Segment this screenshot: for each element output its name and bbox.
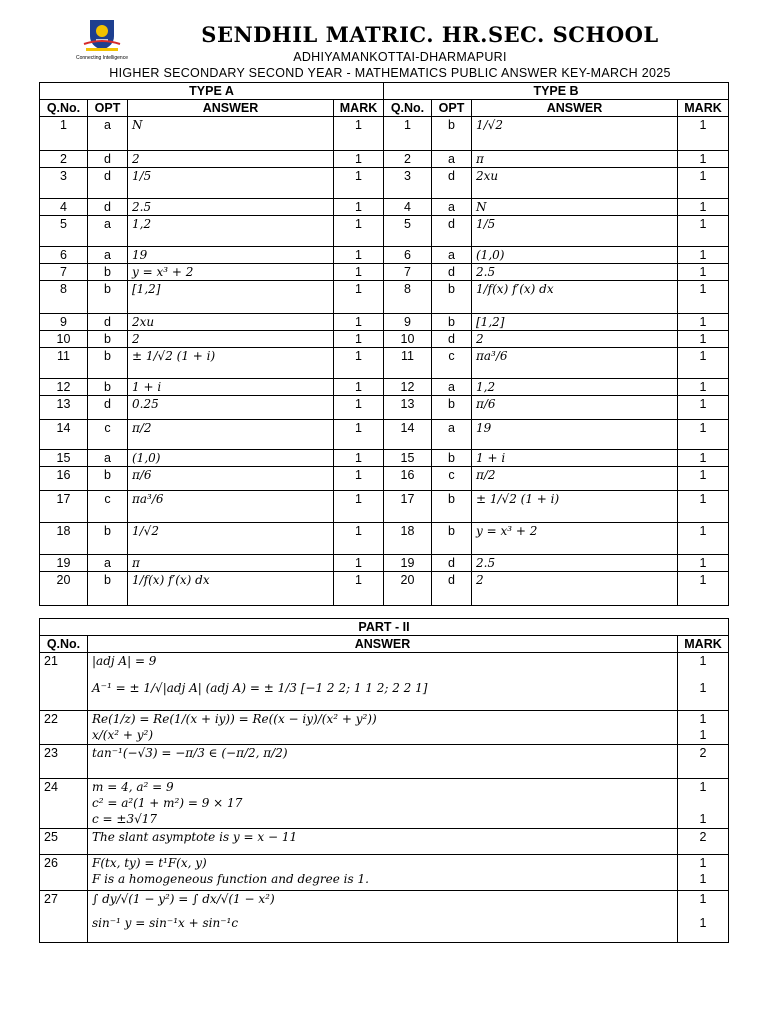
type-b-qno-cell: 11 xyxy=(384,348,432,379)
mark-value: 2 xyxy=(699,830,707,844)
type-b-option-cell: d xyxy=(432,264,472,281)
type-b-mark-cell: 1 xyxy=(678,168,729,199)
type-b-qno-cell: 3 xyxy=(384,168,432,199)
mark-value: 1 xyxy=(699,728,707,742)
type-a-qno-cell: 19 xyxy=(40,555,88,572)
type-b-mark-cell: 1 xyxy=(678,117,729,151)
type-a-answer-cell: 19 xyxy=(128,247,334,264)
type-b-qno-cell: 15 xyxy=(384,450,432,467)
table-row xyxy=(40,396,729,420)
table-row xyxy=(40,117,729,151)
type-a-mark-cell: 1 xyxy=(334,491,384,523)
type-b-option-cell: b xyxy=(432,491,472,523)
type-a-option-cell: b xyxy=(88,348,128,379)
type-b-mark-cell: 1 xyxy=(678,247,729,264)
table-row xyxy=(40,891,729,943)
type-a-answer-cell: 2 xyxy=(128,151,334,168)
table-row xyxy=(40,467,729,491)
type-a-mark-cell: 1 xyxy=(334,151,384,168)
type-a-mark-cell: 1 xyxy=(334,467,384,491)
type-b-qno-cell: 5 xyxy=(384,216,432,247)
type-b-answer-cell: 1/f(x) f′(x) dx xyxy=(472,281,678,314)
type-a-mark-cell: 1 xyxy=(334,379,384,396)
table-row xyxy=(40,711,729,745)
type-a-qno-cell: 18 xyxy=(40,523,88,555)
col-answer: ANSWER xyxy=(472,100,678,117)
type-a-mark-cell: 1 xyxy=(334,396,384,420)
answer-cell xyxy=(88,829,678,855)
type-a-answer-cell: [1,2] xyxy=(128,281,334,314)
table-row xyxy=(40,247,729,264)
type-a-qno-cell: 1 xyxy=(40,117,88,151)
answer-line: F is a homogeneous function and degree is 1. xyxy=(92,872,369,886)
type-b-option-cell: b xyxy=(432,281,472,314)
answer-cell xyxy=(88,745,678,779)
type-a-option-cell: d xyxy=(88,168,128,199)
mark-value xyxy=(682,795,724,811)
type-a-qno-cell: 13 xyxy=(40,396,88,420)
table-row xyxy=(40,168,729,199)
col-answer: ANSWER xyxy=(88,636,678,653)
type-a-option-cell: d xyxy=(88,151,128,168)
type-a-answer-cell: 1/f(x) f′(x) dx xyxy=(128,572,334,606)
type-a-answer-cell: 2xu xyxy=(128,314,334,331)
type-b-qno-cell: 19 xyxy=(384,555,432,572)
mark-value: 1 xyxy=(699,892,707,906)
type-b-answer-cell: N xyxy=(472,199,678,216)
type-b-mark-cell: 1 xyxy=(678,572,729,606)
school-place: ADHIYAMANKOTTAI-DHARMAPURI xyxy=(293,50,507,64)
question-number-cell: 24 xyxy=(40,779,88,829)
mark-value: 1 xyxy=(699,916,707,930)
table-row xyxy=(40,555,729,572)
type-b-option-cell: b xyxy=(432,117,472,151)
type-b-answer-cell: 19 xyxy=(472,420,678,450)
type-a-mark-cell: 1 xyxy=(334,117,384,151)
table-row xyxy=(40,653,729,711)
type-a-option-cell: b xyxy=(88,331,128,348)
type-a-option-cell: b xyxy=(88,264,128,281)
answer-line: Re(1/z) = Re(1/(x + iy)) = Re((x − iy)/(x² + y²)) xyxy=(92,712,377,726)
type-b-mark-cell: 1 xyxy=(678,348,729,379)
type-a-qno-cell: 9 xyxy=(40,314,88,331)
type-b-option-cell: d xyxy=(432,331,472,348)
col-mark: MARK xyxy=(678,636,729,653)
table-row xyxy=(40,779,729,829)
type-a-mark-cell: 1 xyxy=(334,264,384,281)
type-a-qno-cell: 16 xyxy=(40,467,88,491)
type-b-qno-cell: 14 xyxy=(384,420,432,450)
type-a-answer-cell: π/2 xyxy=(128,420,334,450)
type-b-qno-cell: 8 xyxy=(384,281,432,314)
table-row xyxy=(40,450,729,467)
type-b-answer-cell: πa³/6 xyxy=(472,348,678,379)
answer-cell xyxy=(88,653,678,711)
type-a-answer-cell: 0.25 xyxy=(128,396,334,420)
type-b-mark-cell: 1 xyxy=(678,420,729,450)
type-a-answer-cell: N xyxy=(128,117,334,151)
mark-cell xyxy=(678,829,729,855)
type-a-answer-cell: 1/5 xyxy=(128,168,334,199)
type-a-option-cell: a xyxy=(88,555,128,572)
type-b-answer-cell: 1 + i xyxy=(472,450,678,467)
type-b-answer-cell: ± 1/√2 (1 + i) xyxy=(472,491,678,523)
type-a-answer-cell: π/6 xyxy=(128,467,334,491)
mark-cell xyxy=(678,745,729,779)
type-a-mark-cell: 1 xyxy=(334,420,384,450)
answer-cell xyxy=(88,855,678,891)
type-b-answer-cell: (1,0) xyxy=(472,247,678,264)
mark-value: 1 xyxy=(699,654,707,668)
table-row xyxy=(40,216,729,247)
logo-tagline: Connecting Intelligence xyxy=(76,55,128,61)
type-a-option-cell: a xyxy=(88,117,128,151)
question-number-cell: 27 xyxy=(40,891,88,943)
type-b-answer-cell: π/6 xyxy=(472,396,678,420)
type-b-option-cell: c xyxy=(432,348,472,379)
type-a-qno-cell: 15 xyxy=(40,450,88,467)
mark-cell xyxy=(678,779,729,829)
type-a-option-cell: d xyxy=(88,314,128,331)
type-a-qno-cell: 6 xyxy=(40,247,88,264)
header xyxy=(0,0,768,82)
type-b-mark-cell: 1 xyxy=(678,151,729,168)
col-qno: Q.No. xyxy=(384,100,432,117)
type-a-mark-cell: 1 xyxy=(334,314,384,331)
type-a-mark-cell: 1 xyxy=(334,523,384,555)
type-a-mark-cell: 1 xyxy=(334,281,384,314)
type-b-option-cell: b xyxy=(432,523,472,555)
type-a-answer-cell: 1 + i xyxy=(128,379,334,396)
table-row xyxy=(40,829,729,855)
type-a-answer-cell: y = x³ + 2 xyxy=(128,264,334,281)
col-answer: ANSWER xyxy=(128,100,334,117)
question-number-cell: 22 xyxy=(40,711,88,745)
type-b-mark-cell: 1 xyxy=(678,467,729,491)
type-b-mark-cell: 1 xyxy=(678,216,729,247)
type-a-answer-cell: (1,0) xyxy=(128,450,334,467)
table-row xyxy=(40,264,729,281)
answer-cell xyxy=(88,779,678,829)
type-b-mark-cell: 1 xyxy=(678,491,729,523)
type-a-answer-cell: 1/√2 xyxy=(128,523,334,555)
type-b-mark-cell: 1 xyxy=(678,396,729,420)
table-row xyxy=(40,379,729,396)
type-a-qno-cell: 8 xyxy=(40,281,88,314)
type-b-qno-cell: 13 xyxy=(384,396,432,420)
type-b-option-cell: d xyxy=(432,168,472,199)
type-b-mark-cell: 1 xyxy=(678,331,729,348)
question-number-cell: 26 xyxy=(40,855,88,891)
question-number-cell: 21 xyxy=(40,653,88,711)
mark-cell xyxy=(678,855,729,891)
type-b-mark-cell: 1 xyxy=(678,314,729,331)
mark-cell xyxy=(678,653,729,711)
type-a-qno-cell: 11 xyxy=(40,348,88,379)
type-b-answer-cell: [1,2] xyxy=(472,314,678,331)
type-a-option-cell: a xyxy=(88,216,128,247)
type-a-mark-cell: 1 xyxy=(334,247,384,264)
type-b-qno-cell: 9 xyxy=(384,314,432,331)
type-b-qno-cell: 4 xyxy=(384,199,432,216)
table-row xyxy=(40,314,729,331)
type-b-qno-cell: 17 xyxy=(384,491,432,523)
answer-line: ∫ dy/√(1 − y²) = ∫ dx/√(1 − x²) xyxy=(92,892,275,906)
type-a-qno-cell: 4 xyxy=(40,199,88,216)
type-b-mark-cell: 1 xyxy=(678,523,729,555)
answer-line: A⁻¹ = ± 1/√|adj A| (adj A) = ± 1/3 [−1 2 2; 1 1 2; 2 2 1] xyxy=(92,681,428,695)
mark-value: 1 xyxy=(699,856,707,870)
type-b-option-cell: a xyxy=(432,151,472,168)
type-b-answer-cell: 2 xyxy=(472,572,678,606)
type-b-qno-cell: 20 xyxy=(384,572,432,606)
part1-table xyxy=(39,82,729,606)
part2-table xyxy=(39,618,729,943)
type-b-answer-cell: 2 xyxy=(472,331,678,348)
type-a-qno-cell: 14 xyxy=(40,420,88,450)
type-b-answer-cell: y = x³ + 2 xyxy=(472,523,678,555)
type-b-qno-cell: 2 xyxy=(384,151,432,168)
type-b-option-cell: a xyxy=(432,199,472,216)
exam-title: HIGHER SECONDARY SECOND YEAR - MATHEMATICS PUBLIC ANSWER KEY-MARCH 2025 xyxy=(109,66,671,80)
table-row xyxy=(40,855,729,891)
mark-value: 1 xyxy=(699,712,707,726)
type-b-qno-cell: 7 xyxy=(384,264,432,281)
type-a-answer-cell: 1,2 xyxy=(128,216,334,247)
type-b-option-cell: b xyxy=(432,314,472,331)
mark-value: 1 xyxy=(699,780,707,794)
type-b-answer-cell: 2.5 xyxy=(472,264,678,281)
mark-cell xyxy=(678,891,729,943)
type-b-answer-cell: 2xu xyxy=(472,168,678,199)
type-b-mark-cell: 1 xyxy=(678,199,729,216)
type-a-option-cell: a xyxy=(88,247,128,264)
col-qno: Q.No. xyxy=(40,636,88,653)
type-a-qno-cell: 2 xyxy=(40,151,88,168)
type-b-option-cell: c xyxy=(432,467,472,491)
type-a-qno-cell: 5 xyxy=(40,216,88,247)
type-a-qno-cell: 17 xyxy=(40,491,88,523)
table-row xyxy=(40,199,729,216)
type-a-answer-cell: ± 1/√2 (1 + i) xyxy=(128,348,334,379)
type-a-option-cell: b xyxy=(88,523,128,555)
col-mark: MARK xyxy=(678,100,729,117)
type-a-qno-cell: 3 xyxy=(40,168,88,199)
col-opt: OPT xyxy=(88,100,128,117)
table-row xyxy=(40,523,729,555)
answer-line: x/(x² + y²) xyxy=(92,728,154,742)
type-b-qno-cell: 12 xyxy=(384,379,432,396)
type-a-answer-cell: πa³/6 xyxy=(128,491,334,523)
type-a-mark-cell: 1 xyxy=(334,348,384,379)
table-row xyxy=(40,420,729,450)
mark-value: 1 xyxy=(699,872,707,886)
type-a-option-cell: d xyxy=(88,199,128,216)
type-b-mark-cell: 1 xyxy=(678,264,729,281)
type-b-qno-cell: 10 xyxy=(384,331,432,348)
type-b-option-cell: a xyxy=(432,420,472,450)
mark-value: 2 xyxy=(699,746,707,760)
type-a-answer-cell: π xyxy=(128,555,334,572)
type-b-option-cell: d xyxy=(432,555,472,572)
type-b-option-cell: a xyxy=(432,379,472,396)
answer-line: The slant asymptote is y = x − 11 xyxy=(92,830,298,844)
table-row xyxy=(40,281,729,314)
type-b-mark-cell: 1 xyxy=(678,281,729,314)
type-b-qno-cell: 16 xyxy=(384,467,432,491)
answer-line: c = ±3√17 xyxy=(92,812,158,826)
type-a-option-cell: c xyxy=(88,420,128,450)
answer-line: tan⁻¹(−√3) = −π/3 ∈ (−π/2, π/2) xyxy=(92,746,288,760)
answer-line: m = 4, a² = 9 xyxy=(92,780,174,794)
col-mark: MARK xyxy=(334,100,384,117)
type-b-option-cell: b xyxy=(432,396,472,420)
type-a-option-cell: a xyxy=(88,450,128,467)
mark-value: 1 xyxy=(699,681,707,695)
type-b-answer-cell: 1,2 xyxy=(472,379,678,396)
type-b-option-cell: d xyxy=(432,216,472,247)
type-a-option-cell: c xyxy=(88,491,128,523)
answer-line: F(tx, ty) = t¹F(x, y) xyxy=(92,856,207,870)
type-a-option-cell: b xyxy=(88,281,128,314)
answer-line: c² = a²(1 + m²) = 9 × 17 xyxy=(92,796,243,810)
question-number-cell: 25 xyxy=(40,829,88,855)
type-a-mark-cell: 1 xyxy=(334,199,384,216)
mark-value: 1 xyxy=(699,812,707,826)
table-row xyxy=(40,572,729,606)
type-b-answer-cell: π/2 xyxy=(472,467,678,491)
table-row xyxy=(40,331,729,348)
type-a-mark-cell: 1 xyxy=(334,331,384,348)
answer-line: sin⁻¹ y = sin⁻¹x + sin⁻¹c xyxy=(92,916,239,930)
table-row xyxy=(40,348,729,379)
type-a-mark-cell: 1 xyxy=(334,555,384,572)
school-logo xyxy=(82,14,122,54)
type-a-qno-cell: 12 xyxy=(40,379,88,396)
col-opt: OPT xyxy=(432,100,472,117)
type-a-header: TYPE A xyxy=(40,83,384,100)
type-b-answer-cell: 1/5 xyxy=(472,216,678,247)
type-a-mark-cell: 1 xyxy=(334,216,384,247)
type-b-option-cell: a xyxy=(432,247,472,264)
type-a-option-cell: d xyxy=(88,396,128,420)
type-a-qno-cell: 7 xyxy=(40,264,88,281)
answer-cell xyxy=(88,891,678,943)
type-a-answer-cell: 2.5 xyxy=(128,199,334,216)
type-a-qno-cell: 10 xyxy=(40,331,88,348)
type-a-qno-cell: 20 xyxy=(40,572,88,606)
type-b-qno-cell: 1 xyxy=(384,117,432,151)
table-row xyxy=(40,491,729,523)
type-a-mark-cell: 1 xyxy=(334,168,384,199)
table-row xyxy=(40,151,729,168)
question-number-cell: 23 xyxy=(40,745,88,779)
table-row xyxy=(40,745,729,779)
col-qno: Q.No. xyxy=(40,100,88,117)
type-b-mark-cell: 1 xyxy=(678,379,729,396)
part2-title: PART - II xyxy=(40,619,729,636)
type-b-qno-cell: 18 xyxy=(384,523,432,555)
type-a-option-cell: b xyxy=(88,572,128,606)
type-b-header: TYPE B xyxy=(384,83,729,100)
type-b-option-cell: d xyxy=(432,572,472,606)
answer-cell xyxy=(88,711,678,745)
mark-cell xyxy=(678,711,729,745)
type-a-mark-cell: 1 xyxy=(334,450,384,467)
type-b-qno-cell: 6 xyxy=(384,247,432,264)
type-a-option-cell: b xyxy=(88,379,128,396)
type-a-option-cell: b xyxy=(88,467,128,491)
type-b-answer-cell: 1/√2 xyxy=(472,117,678,151)
type-b-answer-cell: π xyxy=(472,151,678,168)
type-b-mark-cell: 1 xyxy=(678,555,729,572)
type-a-answer-cell: 2 xyxy=(128,331,334,348)
type-b-answer-cell: 2.5 xyxy=(472,555,678,572)
type-b-mark-cell: 1 xyxy=(678,450,729,467)
answer-line: |adj A| = 9 xyxy=(92,654,157,668)
type-b-option-cell: b xyxy=(432,450,472,467)
type-a-mark-cell: 1 xyxy=(334,572,384,606)
school-name: SENDHIL MATRIC. HR.SEC. SCHOOL xyxy=(201,22,659,47)
